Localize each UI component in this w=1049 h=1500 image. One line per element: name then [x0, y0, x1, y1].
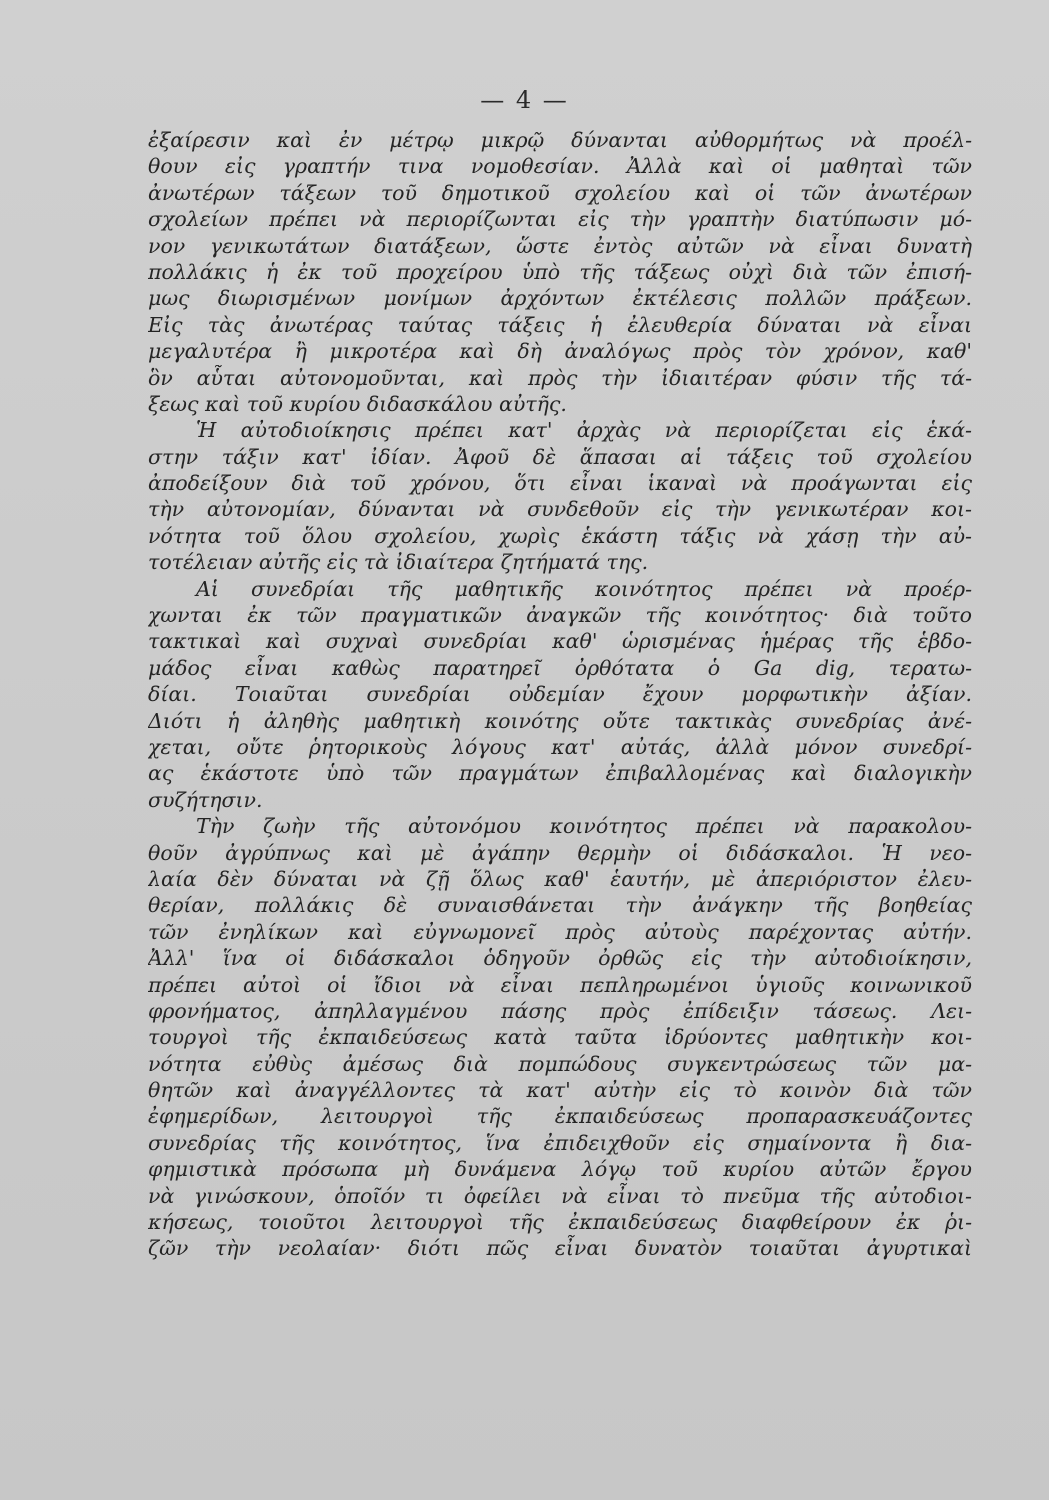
text-line: ἀποδείξουν διὰ τοῦ χρόνου, ὅτι εἶναι ἱκαναὶ νὰ προάγωνται εἰς [148, 471, 972, 496]
text-line: ας ἑκάστοτε ὑπὸ τῶν πραγμάτων ἐπιβαλλομένας καὶ διαλογικὴν [148, 761, 972, 786]
text-line: στην τάξιν κατ' ἰδίαν. Ἀφοῦ δὲ ἅπασαι αἱ τάξεις τοῦ σχολείου [148, 444, 972, 469]
text-line: νότητα εὐθὺς ἀμέσως διὰ πομπώδους συγκεντρώσεως τῶν μα- [148, 1051, 972, 1076]
text-line: μάδος εἶναι καθὼς παρατηρεῖ ὀρθότατα ὁ Ga dig, τερατω- [148, 655, 972, 680]
text-line: σχολείων πρέπει νὰ περιορίζωνται εἰς τὴν γραπτὴν διατύπωσιν μό- [148, 207, 972, 232]
text-line: νὰ γινώσκουν, ὁποῖόν τι ὀφείλει νὰ εἶναι τὸ πνεῦμα τῆς αὐτοδιοι- [148, 1183, 972, 1208]
text-line: δίαι. Τοιαῦται συνεδρίαι οὐδεμίαν ἔχουν μορφωτικὴν ἀξίαν. [148, 682, 972, 707]
text-line: ἀνωτέρων τάξεων τοῦ δημοτικοῦ σχολείου καὶ οἱ τῶν ἀνωτέρων [148, 180, 972, 205]
text-line: ὃν αὗται αὐτονομοῦνται, καὶ πρὸς τὴν ἰδιαιτέραν φύσιν τῆς τά- [148, 365, 972, 390]
text-line: Ἀλλ' ἵνα οἱ διδάσκαλοι ὁδηγοῦν ὀρθῶς εἰς τὴν αὐτοδιοίκησιν, [148, 946, 972, 971]
text-line: θουν εἰς γραπτήν τινα νομοθεσίαν. Ἀλλὰ καὶ οἱ μαθηταὶ τῶν [148, 154, 972, 179]
page-number: — 4 — [480, 86, 569, 114]
text-line: κήσεως, τοιοῦτοι λειτουργοὶ τῆς ἐκπαιδεύσεως διαφθείρουν ἐκ ῥι- [148, 1210, 972, 1235]
text-line: λαία δὲν δύναται νὰ ζῇ ὅλως καθ' ἑαυτήν, μὲ ἀπεριόριστον ἐλευ- [148, 866, 972, 891]
text-line: Αἱ συνεδρίαι τῆς μαθητικῆς κοινότητος πρέπει νὰ προέρ- [196, 576, 972, 601]
text-line: ἐφημερίδων, λειτουργοὶ τῆς ἐκπαιδεύσεως προπαρασκευάζοντες [148, 1104, 972, 1129]
text-line: συνεδρίας τῆς κοινότητος, ἵνα ἐπιδειχθοῦν εἰς σημαίνοντα ἢ δια- [148, 1130, 972, 1155]
text-line: χωνται ἐκ τῶν πραγματικῶν ἀναγκῶν τῆς κοινότητος· διὰ τοῦτο [148, 603, 972, 628]
text-line: θοῦν ἀγρύπνως καὶ μὲ ἀγάπην θερμὴν οἱ διδάσκαλοι. Ἡ νεο- [148, 840, 972, 865]
text-line: συζήτησιν. [148, 787, 263, 812]
text-line: Τὴν ζωὴν τῆς αὐτονόμου κοινότητος πρέπει νὰ παρακολου- [196, 814, 972, 839]
text-line: πολλάκις ἡ ἐκ τοῦ προχείρου ὑπὸ τῆς τάξεως οὐχὶ διὰ τῶν ἐπισή- [148, 259, 972, 284]
body-text [148, 127, 972, 1262]
text-line: ξεως καὶ τοῦ κυρίου διδασκάλου αὐτῆς. [148, 391, 567, 416]
text-line: τῶν ἐνηλίκων καὶ εὐγνωμονεῖ πρὸς αὐτοὺς παρέχοντας αὐτήν. [148, 919, 972, 944]
text-line: ἐξαίρεσιν καὶ ἐν μέτρῳ μικρῷ δύνανται αὐθορμήτως νὰ προέλ- [148, 128, 972, 152]
text-line: θερίαν, πολλάκις δὲ συναισθάνεται τὴν ἀνάγκην τῆς βοηθείας [148, 893, 972, 918]
text-line: Ἡ αὐτοδιοίκησις πρέπει κατ' ἀρχὰς νὰ περιορίζεται εἰς ἑκά- [196, 418, 972, 443]
text-line: θητῶν καὶ ἀναγγέλλοντες τὰ κατ' αὐτὴν εἰς τὸ κοινὸν διὰ τῶν [148, 1078, 972, 1103]
text-line: μως διωρισμένων μονίμων ἀρχόντων ἐκτέλεσις πολλῶν πράξεων. [148, 286, 972, 311]
text-line: νον γενικωτάτων διατάξεων, ὥστε ἐντὸς αὐτῶν νὰ εἶναι δυνατὴ [148, 233, 972, 258]
text-line: μεγαλυτέρα ἢ μικροτέρα καὶ δὴ ἀναλόγως πρὸς τὸν χρόνον, καθ' [148, 339, 972, 364]
text-line: τὴν αὐτονομίαν, δύνανται νὰ συνδεθοῦν εἰς τὴν γενικωτέραν κοι- [148, 497, 972, 522]
text-line: τακτικαὶ καὶ συχναὶ συνεδρίαι καθ' ὡρισμένας ἡμέρας τῆς ἑβδο- [148, 629, 972, 654]
text-line: τουργοὶ τῆς ἐκπαιδεύσεως κατὰ ταῦτα ἱδρύοντες μαθητικὴν κοι- [148, 1025, 972, 1050]
text-line: τοτέλειαν αὐτῆς εἰς τὰ ἰδιαίτερα ζητήματά της. [148, 550, 649, 575]
text-line: φημιστικὰ πρόσωπα μὴ δυνάμενα λόγῳ τοῦ κυρίου αὐτῶν ἔργου [148, 1157, 972, 1182]
text-line: Διότι ἡ ἀληθὴς μαθητικὴ κοινότης οὔτε τακτικὰς συνεδρίας ἀνέ- [148, 708, 972, 733]
text-line: νότητα τοῦ ὅλου σχολείου, χωρὶς ἑκάστη τάξις νὰ χάσῃ τὴν αὐ- [148, 523, 972, 548]
text-line: πρέπει αὐτοὶ οἱ ἴδιοι νὰ εἶναι πεπληρωμένοι ὑγιοῦς κοινωνικοῦ [148, 972, 972, 997]
text-line: Εἰς τὰς ἀνωτέρας ταύτας τάξεις ἡ ἐλευθερία δύναται νὰ εἶναι [148, 312, 972, 337]
text-line: ζῶν τὴν νεολαίαν· διότι πῶς εἶναι δυνατὸν τοιαῦται ἀγυρτικαὶ [148, 1236, 972, 1261]
text-line: φρονήματος, ἀπηλλαγμένου πάσης πρὸς ἐπίδειξιν τάσεως. Λει- [148, 998, 972, 1023]
text-line: χεται, οὔτε ῥητορικοὺς λόγους κατ' αὐτάς, ἀλλὰ μόνον συνεδρί- [148, 734, 972, 759]
